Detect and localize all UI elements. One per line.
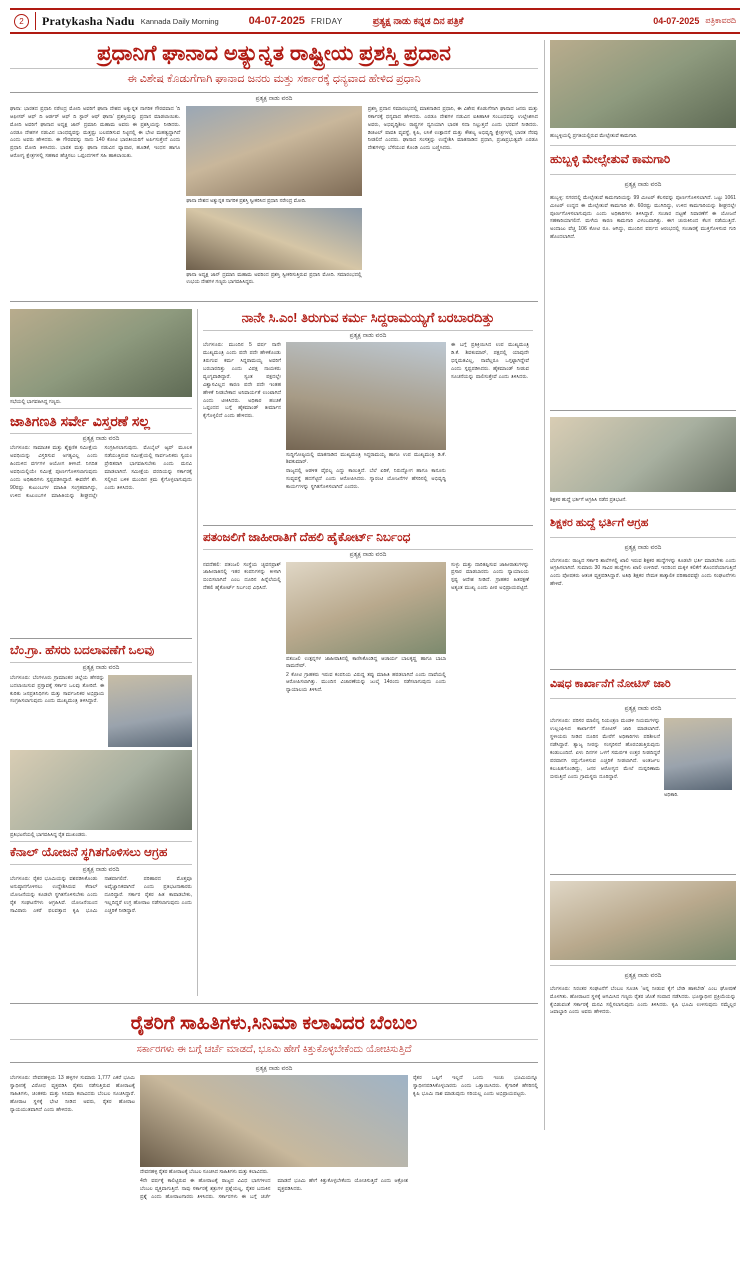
survey-headline: ಜಾತಿಗಣತಿ ಸರ್ವೇ ವಿಸ್ತರಣೆ ಸಲ್ಲ [10,412,151,429]
factory-notice-byline: ಪ್ರತ್ಯಕ್ಷ ನಾಡು ವರದಿ [624,705,662,712]
center-column [203,309,533,996]
farmers-byline: ಪ್ರತ್ಯಕ್ಷ ನಾಡು ವರದಿ [255,1065,293,1072]
farmers-column-2: 4ನೇ ವರ್ಷಕ್ಕೆ ಕಾಲಿಟ್ಟಿರುವ ಈ ಹೋರಾಟಕ್ಕೆ ರಾಜ್ಯದ ವಿವಿಧ ಭಾಗಗಳಿಂದ ಬೆಂಬಲ ವ್ಯಕ್ತವಾಗುತ್ತಿದೆ. ನಾವು ಸರ್ಕಾರಕ್ಕೆ ಶತ್ರುಗಳ ಪ್ರಶ್ನೆಯಲ್ಲ, ರೈತರ ಬದುಕಿನ ಪ್ರಶ್ನೆ ಎಂದು ಹೋರಾಟಗಾರರು ತಿಳಿಸಿದರು. ಸರ್ಕಾರಗಳು ಈ ಬಗ್ಗೆ ಚರ್ಚೆ ಮಾಡದೆ ಭೂಮಿ ಹೇಗೆ ಕಿತ್ತುಕೊಳ್ಳಬೇಕೆಂದು ಯೋಚಿಸುತ್ತಿದೆ ಎಂದು ಆಕ್ರೋಶ ವ್ಯಕ್ತಪಡಿಸಿದರು. [140,1178,408,1201]
bm-body: ಬೆಂಗಳೂರು: ಬೆಂಗಳೂರು ಗ್ರಾಮಾಂತರ ಜಿಲ್ಲೆಯ ಹೆಸರನ್ನು ಬದಲಾಯಿಸುವ ಪ್ರಸ್ತಾವಕ್ಕೆ ಸರ್ಕಾರ ಒಲವು ತೋರಿದೆ. ಈ ಕುರಿತು ಜನಪ್ರತಿನಿಧಿಗಳು ಮತ್ತು ಸಾರ್ವಜನಿಕರ ಅಭಿಪ್ರಾಯ ಸಂಗ್ರಹಿಸಲಾಗುವುದು ಎಂದು ಮುಖ್ಯಮಂತ್ರಿ ತಿಳಿಸಿದ್ದಾರೆ. [10,674,105,705]
bm-photo [108,675,192,747]
masthead-day: FRIDAY [310,16,343,26]
cm-photo [286,342,446,450]
factory-notice-headline: ವಿಷಧ ಕಾರ್ಖಾನೆಗೆ ನೋಟಿಸ್ ಜಾರಿ [550,678,671,691]
farmers-story [10,1011,538,1265]
bm-headline: ಬೆಂ.ಗ್ರಾ. ಹೆಸರು ಬದಲಾವಣೆಗೆ ಒಲವು [10,643,155,658]
masthead-kannada-right: ಪತ್ರಿಕಾವರದಿ [705,16,736,25]
teachers-body: ಬೆಂಗಳೂರು: ರಾಜ್ಯದ ಸರ್ಕಾರಿ ಶಾಲೆಗಳಲ್ಲಿ ಖಾಲಿ ಇರುವ ಶಿಕ್ಷಕರ ಹುದ್ದೆಗಳನ್ನು ಕೂಡಲೇ ಭರ್ತಿ ಮಾಡಬೇಕು ಎಂದು ಆಗ್ರಹಿಸಲಾಗಿದೆ. ಸುಮಾರು 30 ಸಾವಿರ ಹುದ್ದೆಗಳು ಖಾಲಿ ಉಳಿದಿವೆ. ಇದರಿಂದ ಮಕ್ಕಳ ಕಲಿಕೆಗೆ ತೊಂದರೆಯಾಗುತ್ತಿದೆ ಎಂದು ಪೋಷಕರು ಆತಂಕ ವ್ಯಕ್ತಪಡಿಸಿದ್ದಾರೆ. ಅತಿಥಿ ಶಿಕ್ಷಕರ ನೇಮಕ ತಾತ್ಕಾಲಿಕ ಪರಿಹಾರವಷ್ಟೇ ಎಂದು ಸಂಘಟನೆಗಳು ಹೇಳಿವೆ. [550,557,736,588]
farmers-photo [140,1075,408,1167]
masthead-date: 04-07-2025 [248,15,305,27]
masthead-divider [35,12,36,30]
cm-byline: ಪ್ರತ್ಯಕ್ಷ ನಾಡು ವರದಿ [349,332,387,339]
newspaper-title: Pratykasha Nadu [42,13,135,28]
teachers-headline: ಶಿಕ್ಷಕರ ಹುದ್ದೆ ಭರ್ತಿಗೆ ಆಗ್ರಹ [550,517,649,530]
court-byline: ಪ್ರತ್ಯಕ್ಷ ನಾಡು ವರದಿ [349,552,387,559]
cm-photo-caption: ಸುದ್ದಿಗೋಷ್ಠಿಯಲ್ಲಿ ಮಾತನಾಡಿದ ಮುಖ್ಯಮಂತ್ರಿ ಸಿದ್ದರಾಮಯ್ಯ ಹಾಗೂ ಉಪ ಮುಖ್ಯಮಂತ್ರಿ ಡಿ.ಕೆ. ಶಿವಕುಮಾರ್. [286,452,446,466]
farmers-headline: ರೈತರಿಗೆ ಸಾಹಿತಿಗಳು,ಸಿನಿಮಾ ಕಲಾವಿದರ ಬೆಂಬಲ [130,1013,418,1035]
canal-body: ಬೆಂಗಳೂರು: ರೈತರ ಭೂಮಿಯನ್ನು ವಶಪಡಿಸಿಕೊಂಡು ಅನುಷ್ಠಾನಗೊಳಿಸಲು ಉದ್ದೇಶಿಸಿರುವ ಕೆನಾಲ್ ಯೋಜನೆಯನ್ನು ಕೂಡಲೇ ಸ್ಥಗಿತಗೊಳಿಸಬೇಕು ಎಂದು ರೈತ ಸಂಘಟನೆಗಳು ಆಗ್ರಹಿಸಿವೆ. ಯೋಜನೆಯಿಂದ ಸಾವಿರಾರು ಎಕರೆ ಫಲವತ್ತಾದ ಕೃಷಿ ಭೂಮಿ ನಾಶವಾಗಲಿದೆ. ಪರಿಹಾರದ ಮೊತ್ತವೂ ಅವೈಜ್ಞಾನಿಕವಾಗಿದೆ ಎಂದು ಪ್ರತಿಭಟನಾಕಾರರು ದೂರಿದ್ದಾರೆ. ಸರ್ಕಾರ ರೈತರ ಹಿತ ಕಾಪಾಡಬೇಕು, ಇಲ್ಲದಿದ್ದರೆ ಉಗ್ರ ಹೋರಾಟ ನಡೆಸಲಾಗುವುದು ಎಂದು ಎಚ್ಚರಿಕೆ ನೀಡಿದ್ದಾರೆ. [10,876,192,914]
cm-story [203,309,533,522]
farmers-column-1: ಬೆಂಗಳೂರು: ದೇವನಹಳ್ಳಿಯ 13 ಹಳ್ಳಿಗಳ ಸುಮಾರು 1,777 ಎಕರೆ ಭೂಮಿ ಸ್ವಾಧೀನಕ್ಕೆ ವಿರೋಧ ವ್ಯಕ್ತಪಡಿಸಿ ರೈತರು ನಡೆಸುತ್ತಿರುವ ಹೋರಾಟಕ್ಕೆ ಸಾಹಿತಿಗಳು, ಚಿಂತಕರು ಮತ್ತು ಸಿನಿಮಾ ಕಲಾವಿದರು ಬೆಂಬಲ ಸೂಚಿಸಿದ್ದಾರೆ. ಹೋರಾಟ ಸ್ಥಳಕ್ಕೆ ಭೇಟಿ ನೀಡಿದ ಅವರು, ರೈತರ ಹೋರಾಟ ನ್ಯಾಯಯುತವಾಗಿದೆ ಎಂದು ಹೇಳಿದರು. [10,1075,135,1113]
canal-photo [10,750,192,830]
court-photo [286,562,446,654]
lead-photo-1 [186,106,361,196]
teachers-photo [550,417,736,492]
cm-headline: ನಾನೇ ಸಿ.ಎಂ! ತಿರುಗುವ ಕರ್ಮ ಸಿದ್ದರಾಮಯ್ಯಗೆ ಬರಬಾರದಿತ್ತು [241,309,495,325]
cm-column-2: ರಾಜ್ಯದಲ್ಲಿ ಆಡಳಿತ ವೈಫಲ್ಯ ಎದ್ದು ಕಾಣುತ್ತಿದೆ. ಬೆಲೆ ಏರಿಕೆ, ನಿರುದ್ಯೋಗ ಹಾಗೂ ಕಾನೂನು ಸುವ್ಯವಸ್ಥೆ ಹದಗೆಟ್ಟಿದೆ ಎಂದು ಆರೋಪಿಸಿದರು. ಗ್ಯಾರಂಟಿ ಯೋಜನೆಗಳ ಹೆಸರಿನಲ್ಲಿ ಅಭಿವೃದ್ಧಿ ಕಾರ್ಯಗಳನ್ನು ಸ್ಥಗಿತಗೊಳಿಸಲಾಗಿದೆ ಎಂದರು. [286,468,446,491]
survey-photo-caption: ಸಭೆಯಲ್ಲಿ ಭಾಗವಹಿಸಿದ್ದ ಗಣ್ಯರು. [10,398,62,405]
flyover-byline: ಪ್ರತ್ಯಕ್ಷ ನಾಡು ವರದಿ [624,182,662,189]
survey-photo [10,309,192,397]
farmers-column-3: ರೈತರ ಒಪ್ಪಿಗೆ ಇಲ್ಲದೆ ಒಂದು ಇಂಚು ಭೂಮಿಯನ್ನೂ ಸ್ವಾಧೀನಪಡಿಸಿಕೊಳ್ಳಬಾರದು ಎಂದು ಒತ್ತಾಯಿಸಿದರು. ಕೈಗಾರಿಕೆ ಹೆಸರಿನಲ್ಲಿ ಕೃಷಿ ಭೂಮಿ ನಾಶ ಮಾಡುವುದು ಸರಿಯಲ್ಲ ಎಂದು ಅಭಿಪ್ರಾಯಪಟ್ಟರು. [413,1075,538,1098]
lead-story [10,40,538,294]
lead-byline: ಪ್ರತ್ಯಕ್ಷ ನಾಡು ವರದಿ [255,96,293,103]
lead-subhead: ಈ ವಿಶೇಷ ಕೊಡುಗೆಗಾಗಿ ಘಾನಾದ ಜನರು ಮತ್ತು ಸರ್ಕಾರಕ್ಕೆ ಧನ್ಯವಾದ ಹೇಳಿದ ಪ್ರಧಾನಿ [127,73,421,86]
flyover-headline: ಹುಬ್ಬಳ್ಳಿ ಮೇಲ್ಸೇತುವೆ ಕಾಮಗಾರಿ [550,152,671,167]
support-body: ಬೆಂಗಳೂರು: ನಿರಂತರ ಸಂಘಟನೆಗೆ ಬೆಂಬಲ ಸೂಚಿಸಿ 'ಅನ್ನ ನೀಡುವ ಕೈಗೆ ಬೇಡಿ ಹಾಕಬೇಡಿ' ಎಂಬ ಘೋಷಣೆ ಮೊಳಗಿತು. ಹೋರಾಟದ ಸ್ಥಳಕ್ಕೆ ಆಗಮಿಸಿದ ಗಣ್ಯರು ರೈತರ ಜೊತೆ ಸಂವಾದ ನಡೆಸಿದರು. ಭೂಸ್ವಾಧೀನ ಪ್ರಕ್ರಿಯೆಯನ್ನು ಕೈಬಿಡುವಂತೆ ಸರ್ಕಾರಕ್ಕೆ ಮನವಿ ಸಲ್ಲಿಸಲಾಗುವುದು ಎಂದು ತಿಳಿಸಿದರು. ಕೃಷಿ ಭೂಮಿ ಉಳಿಸುವುದು ನಮ್ಮೆಲ್ಲರ ಜವಾಬ್ದಾರಿ ಎಂದು ಅವರು ಹೇಳಿದರು. [550,985,736,1016]
canal-byline: ಪ್ರತ್ಯಕ್ಷ ನಾಡು ವರದಿ [82,866,120,873]
support-photo [550,881,736,960]
lead-photo-2 [186,208,361,270]
newspaper-subtitle: Kannada Daily Morning [140,16,219,26]
page-number: 2 [14,14,29,29]
masthead-kannada-title: ಪ್ರತ್ಯಕ್ಷ ನಾಡು ಕನ್ನಡ ದಿನ ಪತ್ರಿಕೆ [372,15,464,27]
masthead [10,8,740,34]
court-headline: ಪತಂಜಲಿಗೆ ಜಾಹೀರಾತಿಗೆ ದೆಹಲಿ ಹೈಕೋರ್ಟ್ ನಿರ್ಬಂಧ [203,530,411,545]
farmers-photo-caption: ದೇವನಹಳ್ಳಿ ರೈತರ ಹೋರಾಟಕ್ಕೆ ಬೆಂಬಲ ಸೂಚಿಸಿದ ಸಾಹಿತಿಗಳು ಮತ್ತು ಕಲಾವಿದರು. [140,1169,269,1176]
flyover-photo-caption: ಹುಬ್ಬಳ್ಳಿಯಲ್ಲಿ ಪ್ರಗತಿಯಲ್ಲಿರುವ ಮೇಲ್ಸೇತುವೆ ಕಾಮಗಾರಿ. [550,133,638,140]
flyover-body: ಹುಬ್ಬಳ್ಳಿ: ನಗರದಲ್ಲಿ ಮೇಲ್ಸೇತುವೆ ಕಾಮಗಾರಿಯನ್ನು 99 ಮೀಟರ್ ಕೆಲಸವನ್ನು ಪೂರ್ಣಗೊಳಿಸಲಾಗಿದೆ. ಒಟ್ಟು 1061 ಮೀಟರ್ ಉದ್ದದ ಈ ಮೇಲ್ಸೇತುವೆ ಕಾಮಗಾರಿ ಶೇ. 60ರಷ್ಟು ಮುಗಿದಿದ್ದು, ಉಳಿದ ಕಾಮಗಾರಿಯನ್ನು ಶೀಘ್ರದಲ್ಲೇ ಪೂರ್ಣಗೊಳಿಸಲಾಗುವುದು ಎಂದು ಅಧಿಕಾರಿಗಳು ತಿಳಿಸಿದ್ದಾರೆ. ಸಂಚಾರ ದಟ್ಟಣೆ ನಿವಾರಣೆಗೆ ಈ ಯೋಜನೆ ಸಹಕಾರಿಯಾಗಲಿದೆ. ಮಳೆಯ ಕಾರಣ ಕಾಮಗಾರಿ ವಿಳಂಬವಾಗಿತ್ತು. ಈಗ ಚುರುಕಿನಿಂದ ಕೆಲಸ ನಡೆಯುತ್ತಿದೆ. ಅಂದಾಜು ವೆಚ್ಚ 106 ಕೋಟಿ ರೂ. ಆಗಿದ್ದು, ಮುಂದಿನ ವರ್ಷದ ಆರಂಭದಲ್ಲಿ ಸಂಚಾರಕ್ಕೆ ಮುಕ್ತಗೊಳಿಸುವ ಗುರಿ ಹೊಂದಲಾಗಿದೆ. [550,194,736,241]
teachers-photo-caption: ಶಿಕ್ಷಕರ ಹುದ್ದೆ ಭರ್ತಿಗೆ ಆಗ್ರಹಿಸಿ ನಡೆದ ಪ್ರತಿಭಟನೆ. [550,497,627,504]
factory-notice-photo-caption: ಅಧಿಕಾರಿ. [664,792,679,799]
survey-byline: ಪ್ರತ್ಯಕ್ಷ ನಾಡು ವರದಿ [82,435,120,442]
cm-column-3: ಈ ಬಗ್ಗೆ ಪ್ರತಿಕ್ರಿಯಿಸಿದ ಉಪ ಮುಖ್ಯಮಂತ್ರಿ ಡಿ.ಕೆ. ಶಿವಕುಮಾರ್, ಪಕ್ಷದಲ್ಲಿ ಯಾವುದೇ ಭಿನ್ನಮತವಿಲ್ಲ, ನಾವೆಲ್ಲರೂ ಒಗ್ಗಟ್ಟಾಗಿದ್ದೇವೆ ಎಂದು ಸ್ಪಷ್ಟಪಡಿಸಿದರು. ಹೈಕಮಾಂಡ್ ನೀಡುವ ಸೂಚನೆಯನ್ನು ಪಾಲಿಸುತ್ತೇವೆ ಎಂದು ತಿಳಿಸಿದರು. [451,342,529,380]
cm-column-1: ಬೆಂಗಳೂರು: ಮುಂದಿನ 5 ವರ್ಷ ನಾನೇ ಮುಖ್ಯಮಂತ್ರಿ ಎಂದು ಪದೇ ಪದೇ ಹೇಳಿಕೊಂಡು ತಿರುಗುವ ಕರ್ಮ ಸಿದ್ದರಾಮಯ್ಯ ಅವರಿಗೆ ಬರಬಾರದಿತ್ತು ಎಂದು ವಿಪಕ್ಷ ನಾಯಕರು ವ್ಯಂಗ್ಯವಾಡಿದ್ದಾರೆ. ಸ್ವಂತ ಪಕ್ಷದಲ್ಲೇ ವಿಶ್ವಾಸವಿಲ್ಲದ ಕಾರಣ ಪದೇ ಪದೇ ಇಂತಹ ಹೇಳಿಕೆ ನೀಡಬೇಕಾದ ಅನಿವಾರ್ಯತೆ ಉಂಟಾಗಿದೆ ಎಂದು ಟೀಕಿಸಿದರು. ಅಧಿಕಾರ ಹಂಚಿಕೆ ಒಪ್ಪಂದದ ಬಗ್ಗೆ ಹೈಕಮಾಂಡ್ ತೀರ್ಮಾನ ಕೈಗೊಳ್ಳಲಿದೆ ಎಂದು ಹೇಳಿದರು. [203,342,281,420]
teachers-byline: ಪ್ರತ್ಯಕ್ಷ ನಾಡು ವರದಿ [624,545,662,552]
canal-headline: ಕೆನಾಲ್ ಯೋಜನೆ ಸ್ಥಗಿತಗೊಳಿಸಲು ಆಗ್ರಹ [10,844,168,859]
lead-column-2: ಪ್ರಶಸ್ತಿ ಪ್ರದಾನ ಸಮಾರಂಭದಲ್ಲಿ ಮಾತನಾಡಿದ ಪ್ರಧಾನಿ, ಈ ವಿಶೇಷ ಕೊಡುಗೆಗಾಗಿ ಘಾನಾದ ಜನರು ಮತ್ತು ಸರ್ಕಾರಕ್ಕೆ ಧನ್ಯವಾದ ಹೇಳಿದರು. ಎರಡೂ ದೇಶಗಳ ನಡುವಿನ ಐತಿಹಾಸಿಕ ಸಂಬಂಧವನ್ನು ಉಲ್ಲೇಖಿಸಿದ ಅವರು, ಅಭಿವೃದ್ಧಿಶೀಲ ರಾಷ್ಟ್ರಗಳ ಧ್ವನಿಯಾಗಿ ಭಾರತ ಸದಾ ನಿಲ್ಲುತ್ತದೆ ಎಂದು ಭರವಸೆ ನೀಡಿದರು. ಡಿಜಿಟಲ್ ಪಾವತಿ ವ್ಯವಸ್ಥೆ, ಕೃಷಿ, ಲಸಿಕೆ ಉತ್ಪಾದನೆ ಮತ್ತು ಕೌಶಲ್ಯ ಅಭಿವೃದ್ಧಿ ಕ್ಷೇತ್ರಗಳಲ್ಲಿ ಭಾರತ ನೆರವು ನೀಡಲಿದೆ ಎಂದರು. ಘಾನಾದ ಸಂಸತ್ತನ್ನು ಉದ್ದೇಶಿಸಿ ಮಾತನಾಡಿದ ಪ್ರಧಾನಿ, ಪ್ರಜಾಪ್ರಭುತ್ವವೇ ಎರಡೂ ದೇಶಗಳನ್ನು ಬೆಸೆಯುವ ಕೊಂಡಿ ಎಂದು ಬಣ್ಣಿಸಿದರು. [367,105,538,152]
left-narrow-column [10,309,198,996]
court-photo-caption: ಪತಂಜಲಿ ಉತ್ಪನ್ನಗಳ ಜಾಹೀರಾತಿನಲ್ಲಿ ಕಾಣಿಸಿಕೊಂಡಿದ್ದ ಆಚಾರ್ಯ ಬಾಲಕೃಷ್ಣ ಹಾಗೂ ಬಾಬಾ ರಾಮದೇವ್. [286,655,446,669]
mid-band [10,309,538,996]
lead-column-1: ಘಾನಾ: ಭಾರತದ ಪ್ರಧಾನಿ ನರೇಂದ್ರ ಮೋದಿ ಅವರಿಗೆ ಘಾನಾ ದೇಶದ ಅತ್ಯುನ್ನತ ನಾಗರಿಕ ಗೌರವವಾದ 'ದಿ ಆಫೀಸರ್ ಆಫ್ ದಿ ಆರ್ಡರ್ ಆಫ್ ದಿ ಸ್ಟಾರ್ ಆಫ್ ಘಾನಾ' ಪ್ರಶಸ್ತಿಯನ್ನು ಪ್ರದಾನ ಮಾಡಲಾಯಿತು. ಮೋದಿ ಅವರಿಗೆ ಘಾನಾದ ಅಧ್ಯಕ್ಷ ಜಾನ್ ದ್ರಮಾನಿ ಮಹಾಮ ಅವರು ಈ ಪ್ರಶಸ್ತಿಯನ್ನು ನೀಡಿದರು. ಎರಡೂ ದೇಶಗಳ ನಡುವಿನ ಬಾಂಧವ್ಯವನ್ನು ಮತ್ತಷ್ಟು ಬಲಪಡಿಸುವ ನಿಟ್ಟಿನಲ್ಲಿ ಈ ಭೇಟಿ ಮಹತ್ವದ್ದಾಗಿದೆ ಎಂದು ಅವರು ಹೇಳಿದರು. ಈ ಗೌರವವನ್ನು ನಾನು 140 ಕೋಟಿ ಭಾರತೀಯರಿಗೆ ಅರ್ಪಿಸುತ್ತೇನೆ ಎಂದು ಪ್ರಧಾನಿ ಮೋದಿ ತಿಳಿಸಿದರು. ಭಾರತ ಮತ್ತು ಘಾನಾ ನಡುವಿನ ವ್ಯಾಪಾರ, ಹೂಡಿಕೆ, ಇಂಧನ ಹಾಗೂ ಆರೋಗ್ಯ ಕ್ಷೇತ್ರಗಳಲ್ಲಿ ಸಹಕಾರ ಹೆಚ್ಚಿಸಲು ಒಪ್ಪಂದಗಳಿಗೆ ಸಹಿ ಹಾಕಲಾಯಿತು. [10,105,181,160]
court-column-1: ನವದೆಹಲಿ: ಪತಂಜಲಿ ಸಂಸ್ಥೆಯ ಚ್ಯವನಪ್ರಾಶ್ ಜಾಹೀರಾತಿನಲ್ಲಿ ಇತರ ಕಂಪನಿಗಳನ್ನು ಕೀಳಾಗಿ ಬಿಂಬಿಸಲಾಗಿದೆ ಎಂಬ ದೂರಿನ ಹಿನ್ನೆಲೆಯಲ್ಲಿ ದೆಹಲಿ ಹೈಕೋರ್ಟ್ ನಿರ್ಬಂಧ ವಿಧಿಸಿದೆ. [203,561,281,592]
support-byline: ಪ್ರತ್ಯಕ್ಷ ನಾಡು ವರದಿ [624,973,662,980]
canal-photo-caption: ಪ್ರತಿಭಟನೆಯಲ್ಲಿ ಭಾಗವಹಿಸಿದ್ದ ರೈತ ಮುಖಂಡರು. [10,831,87,838]
court-story [203,529,533,811]
bm-byline: ಪ್ರತ್ಯಕ್ಷ ನಾಡು ವರದಿ [82,665,120,672]
survey-body: ಬೆಂಗಳೂರು: ಸಾಮಾಜಿಕ ಮತ್ತು ಶೈಕ್ಷಣಿಕ ಸಮೀಕ್ಷೆಯ ಅವಧಿಯನ್ನು ವಿಸ್ತರಿಸುವ ಅಗತ್ಯವಿಲ್ಲ ಎಂದು ಹಿಂದುಳಿದ ವರ್ಗಗಳ ಆಯೋಗ ತಿಳಿಸಿದೆ. ನಿಗದಿತ ಅವಧಿಯಲ್ಲಿಯೇ ಸಮೀಕ್ಷೆ ಪೂರ್ಣಗೊಳಿಸಲಾಗುವುದು ಎಂದು ಅಧಿಕಾರಿಗಳು ಸ್ಪಷ್ಟಪಡಿಸಿದ್ದಾರೆ. ಈವರೆಗೆ ಶೇ. 90ರಷ್ಟು ಕುಟುಂಬಗಳ ಮಾಹಿತಿ ಸಂಗ್ರಹವಾಗಿದ್ದು, ಉಳಿದ ಕುಟುಂಬಗಳ ಮಾಹಿತಿಯನ್ನು ಶೀಘ್ರದಲ್ಲೇ ಸಂಗ್ರಹಿಸಲಾಗುವುದು. ಮೊಬೈಲ್ ಆ್ಯಪ್ ಮೂಲಕ ನಡೆಯುತ್ತಿರುವ ಸಮೀಕ್ಷೆಯಲ್ಲಿ ಸಾರ್ವಜನಿಕರು ಸ್ವಯಂ ಪ್ರೇರಿತರಾಗಿ ಭಾಗವಹಿಸಬೇಕು ಎಂದು ಮನವಿ ಮಾಡಲಾಗಿದೆ. ಸಮೀಕ್ಷೆಯ ವರದಿಯನ್ನು ಸರ್ಕಾರಕ್ಕೆ ಸಲ್ಲಿಸಿದ ಬಳಿಕ ಮುಂದಿನ ಕ್ರಮ ಕೈಗೊಳ್ಳಲಾಗುವುದು ಎಂದು ತಿಳಿಸಿದರು. [10,445,192,499]
lead-photo-1-caption: ಘಾನಾ ದೇಶದ ಅತ್ಯುನ್ನತ ನಾಗರಿಕ ಪ್ರಶಸ್ತಿ ಸ್ವೀಕರಿಸಿದ ಪ್ರಧಾನಿ ನರೇಂದ್ರ ಮೋದಿ. [186,197,307,204]
court-column-3: ಸುಳ್ಳು ಮತ್ತು ದಾರಿತಪ್ಪಿಸುವ ಜಾಹೀರಾತುಗಳನ್ನು ಪ್ರಸಾರ ಮಾಡಬಾರದು ಎಂದು ನ್ಯಾಯಾಲಯ ಸ್ಪಷ್ಟ ಆದೇಶ ನೀಡಿದೆ. ಗ್ರಾಹಕರ ಹಿತರಕ್ಷಣೆ ಅತ್ಯಂತ ಮುಖ್ಯ ಎಂದು ಪೀಠ ಅಭಿಪ್ರಾಯಪಟ್ಟಿದೆ. [451,561,529,592]
factory-notice-body: ಬೆಂಗಳೂರು: ಪರಿಸರ ಮಾಲಿನ್ಯ ನಿಯಂತ್ರಣ ಮಂಡಳಿ ನಿಯಮಗಳನ್ನು ಉಲ್ಲಂಘಿಸಿದ ಕಾರ್ಖಾನೆಗೆ ನೋಟಿಸ್ ಜಾರಿ ಮಾಡಲಾಗಿದೆ. ಸ್ಥಳೀಯರು ನೀಡಿದ ದೂರಿನ ಮೇರೆಗೆ ಅಧಿಕಾರಿಗಳು ಪರಿಶೀಲನೆ ನಡೆಸಿದ್ದಾರೆ. ತ್ಯಾಜ್ಯ ನೀರನ್ನು ಸಂಸ್ಕರಿಸದೆ ಹೊರಬಿಡುತ್ತಿರುವುದು ಕಂಡುಬಂದಿದೆ. ಏಳು ದಿನಗಳ ಒಳಗೆ ಸಮರ್ಪಕ ಉತ್ತರ ನೀಡದಿದ್ದರೆ ಪರವಾನಗಿ ರದ್ದುಗೊಳಿಸುವ ಎಚ್ಚರಿಕೆ ನೀಡಲಾಗಿದೆ. ಅಂತರ್ಜಲ ಕಲುಷಿತಗೊಂಡಿದ್ದು, ಜನರ ಆರೋಗ್ಯದ ಮೇಲೆ ದುಷ್ಪರಿಣಾಮ ಬೀರುತ್ತಿದೆ ಎಂದು ಗ್ರಾಮಸ್ಥರು ದೂರಿದ್ದಾರೆ. [550,718,660,780]
masthead-date-right: 04-07-2025 [653,16,700,26]
lead-headline: ಪ್ರಧಾನಿಗೆ ಘಾನಾದ ಅತ್ಯುನ್ನತ ರಾಷ್ಟ್ರೀಯ ಪ್ರಶಸ್ತಿ ಪ್ರದಾನ [97,42,451,65]
flyover-photo [550,40,736,128]
farmers-subhead: ಸರ್ಕಾರಗಳು ಈ ಬಗ್ಗೆ ಚರ್ಚೆ ಮಾಡದೆ, ಭೂಮಿ ಹೇಗೆ ಕಿತ್ತುಕೊಳ್ಳಬೇಕೆಂದು ಯೋಚಿಸುತ್ತಿದೆ [136,1043,412,1055]
main-content-area [10,40,538,1201]
right-sidebar-column [544,40,736,1130]
factory-notice-photo [664,718,732,790]
court-column-2: 2 ಕೋಟಿ ಗ್ರಾಹಕರು ಇರುವ ಕಂಪನಿಯ ವಿರುದ್ಧ ತಪ್ಪು ಮಾಹಿತಿ ಹರಡಲಾಗಿದೆ ಎಂದು ದಾವೆಯಲ್ಲಿ ಆರೋಪಿಸಲಾಗಿತ್ತು. ಮುಂದಿನ ವಿಚಾರಣೆಯನ್ನು ಜುಲೈ 14ರಂದು ನಡೆಸಲಾಗುವುದು ಎಂದು ನ್ಯಾಯಾಲಯ ತಿಳಿಸಿದೆ. [286,671,446,694]
lead-photo-2-caption: ಘಾನಾ ಅಧ್ಯಕ್ಷ ಜಾನ್ ದ್ರಮಾನಿ ಮಹಾಮ ಅವರಿಂದ ಪ್ರಶಸ್ತಿ ಸ್ವೀಕರಿಸುತ್ತಿರುವ ಪ್ರಧಾನಿ ಮೋದಿ. ಸಮಾರಂಭದಲ್ಲಿ ಉಭಯ ದೇಶಗಳ ಗಣ್ಯರು ಭಾಗವಹಿಸಿದ್ದರು. [186,271,362,285]
